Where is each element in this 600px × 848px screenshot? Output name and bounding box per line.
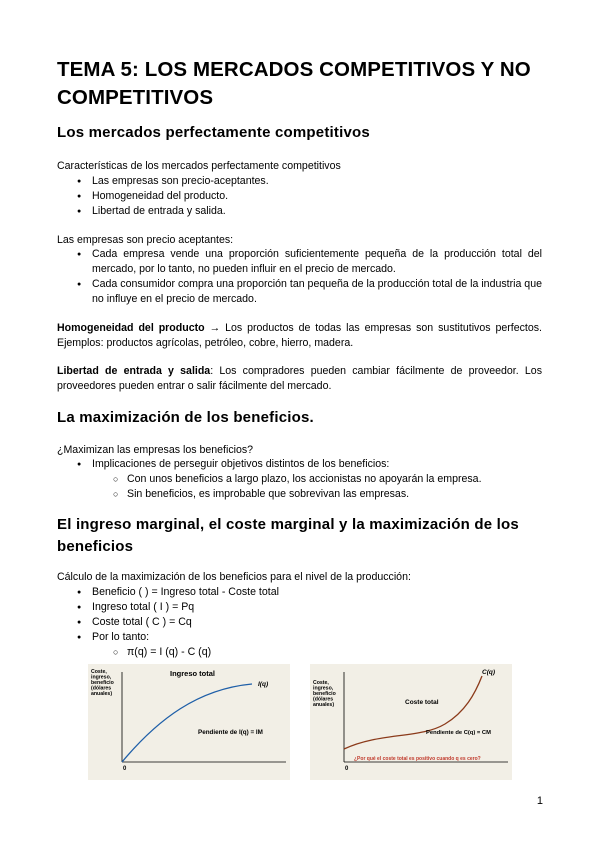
- slope-label: Pendiente de C(q) = CM: [426, 730, 491, 736]
- characteristics-list: [57, 174, 542, 219]
- total-revenue-chart: [88, 664, 290, 780]
- list-item: ● Implicaciones de perseguir objetivos distintos de los beneficios:: [57, 457, 542, 472]
- curve-label: I(q): [258, 681, 269, 688]
- free-entry-label: Libertad de entrada y salida: [57, 365, 211, 377]
- question-annotation: ¿Por qué el coste total es positivo cuando q es cero?: [354, 756, 481, 762]
- free-entry-text: : Los compradores pueden cambiar fácilmente de proveedor. Los proveedores pueden entrar o salir fácilmente del mercado.: [57, 365, 542, 392]
- section-heading-marginal: El ingreso marginal, el coste marginal y la maximización de los beneficios: [57, 516, 519, 555]
- homogeneity-text: → Los productos de todas las empresas son sustitutivos perfectos. Ejemplos: productos agrícolas, petróleo, cobre, hierro, madera.: [57, 322, 542, 349]
- list-item: ● Ingreso total ( I ) = Pq: [57, 600, 542, 615]
- section-heading-profit-max: La maximización de los beneficios.: [57, 409, 314, 426]
- y-label-line: anuales): [91, 691, 113, 697]
- homogeneity-paragraph: [57, 321, 542, 351]
- list-item: ● Homogeneidad del producto.: [57, 189, 542, 204]
- page-number: 1: [536, 795, 543, 807]
- y-label-line: Coste,: [313, 680, 329, 686]
- profit-question: ¿Maximizan las empresas los beneficios?: [57, 444, 254, 456]
- page-title: TEMA 5: LOS MERCADOS COMPETITIVOS Y NO COMPETITIVOS: [57, 58, 531, 109]
- list-item: ● Cada consumidor compra una proporción tan pequeña de la producción total de la industria que no influye en el precio de mercado.: [57, 277, 542, 307]
- list-item: ● Cada empresa vende una proporción suficientemente pequeña de la producción total del mercado, por lo tanto, no pueden influir en el precio de mercado.: [57, 247, 542, 277]
- characteristics-intro: Características de los mercados perfectamente competitivos: [57, 160, 341, 172]
- sub-list-item: ○ Con unos beneficios a largo plazo, los accionistas no apoyarán la empresa.: [57, 472, 542, 487]
- list-item: ● Libertad de entrada y salida.: [57, 204, 542, 219]
- calculation-list: [57, 585, 542, 660]
- sub-list-item: ○ Sin beneficios, es improbable que sobrevivan las empresas.: [57, 487, 542, 502]
- cost-label: Coste total: [405, 699, 439, 706]
- formula: ○ π(q) = I (q) - C (q): [57, 645, 542, 660]
- section-heading-competitive-markets: Los mercados perfectamente competitivos: [57, 124, 370, 141]
- y-label-line: Coste,: [91, 669, 107, 675]
- origin-label: 0: [345, 766, 349, 772]
- list-item: ● Por lo tanto:: [57, 630, 542, 645]
- y-label-line: ingreso,: [91, 674, 112, 681]
- list-item: ● Coste total ( C ) = Cq: [57, 615, 542, 630]
- y-label-line: beneficio: [91, 680, 114, 686]
- homogeneity-label: Homogeneidad del producto: [57, 322, 205, 334]
- list-item: ● Las empresas son precio-aceptantes.: [57, 174, 542, 189]
- y-label-line: anuales): [313, 702, 335, 708]
- chart-title: Ingreso total: [170, 669, 216, 678]
- price-takers-intro: Las empresas son precio aceptantes:: [57, 234, 234, 246]
- price-takers-list: [57, 247, 542, 307]
- y-label-line: (dólares: [91, 685, 112, 692]
- total-cost-chart: [310, 664, 512, 780]
- slope-label: Pendiente de I(q) = IM: [198, 729, 263, 736]
- free-entry-paragraph: [57, 364, 542, 394]
- chart-background: [310, 664, 512, 780]
- curve-label: C(q): [482, 669, 495, 676]
- y-label-line: ingreso,: [313, 685, 334, 692]
- profit-list: [57, 457, 542, 502]
- y-label-line: beneficio: [313, 691, 336, 697]
- list-item: ● Beneficio ( ) = Ingreso total - Coste total: [57, 585, 542, 600]
- y-label-line: (dólares: [313, 696, 334, 703]
- calculation-intro: Cálculo de la maximización de los beneficios para el nivel de la producción:: [57, 571, 411, 583]
- origin-label: 0: [123, 766, 127, 772]
